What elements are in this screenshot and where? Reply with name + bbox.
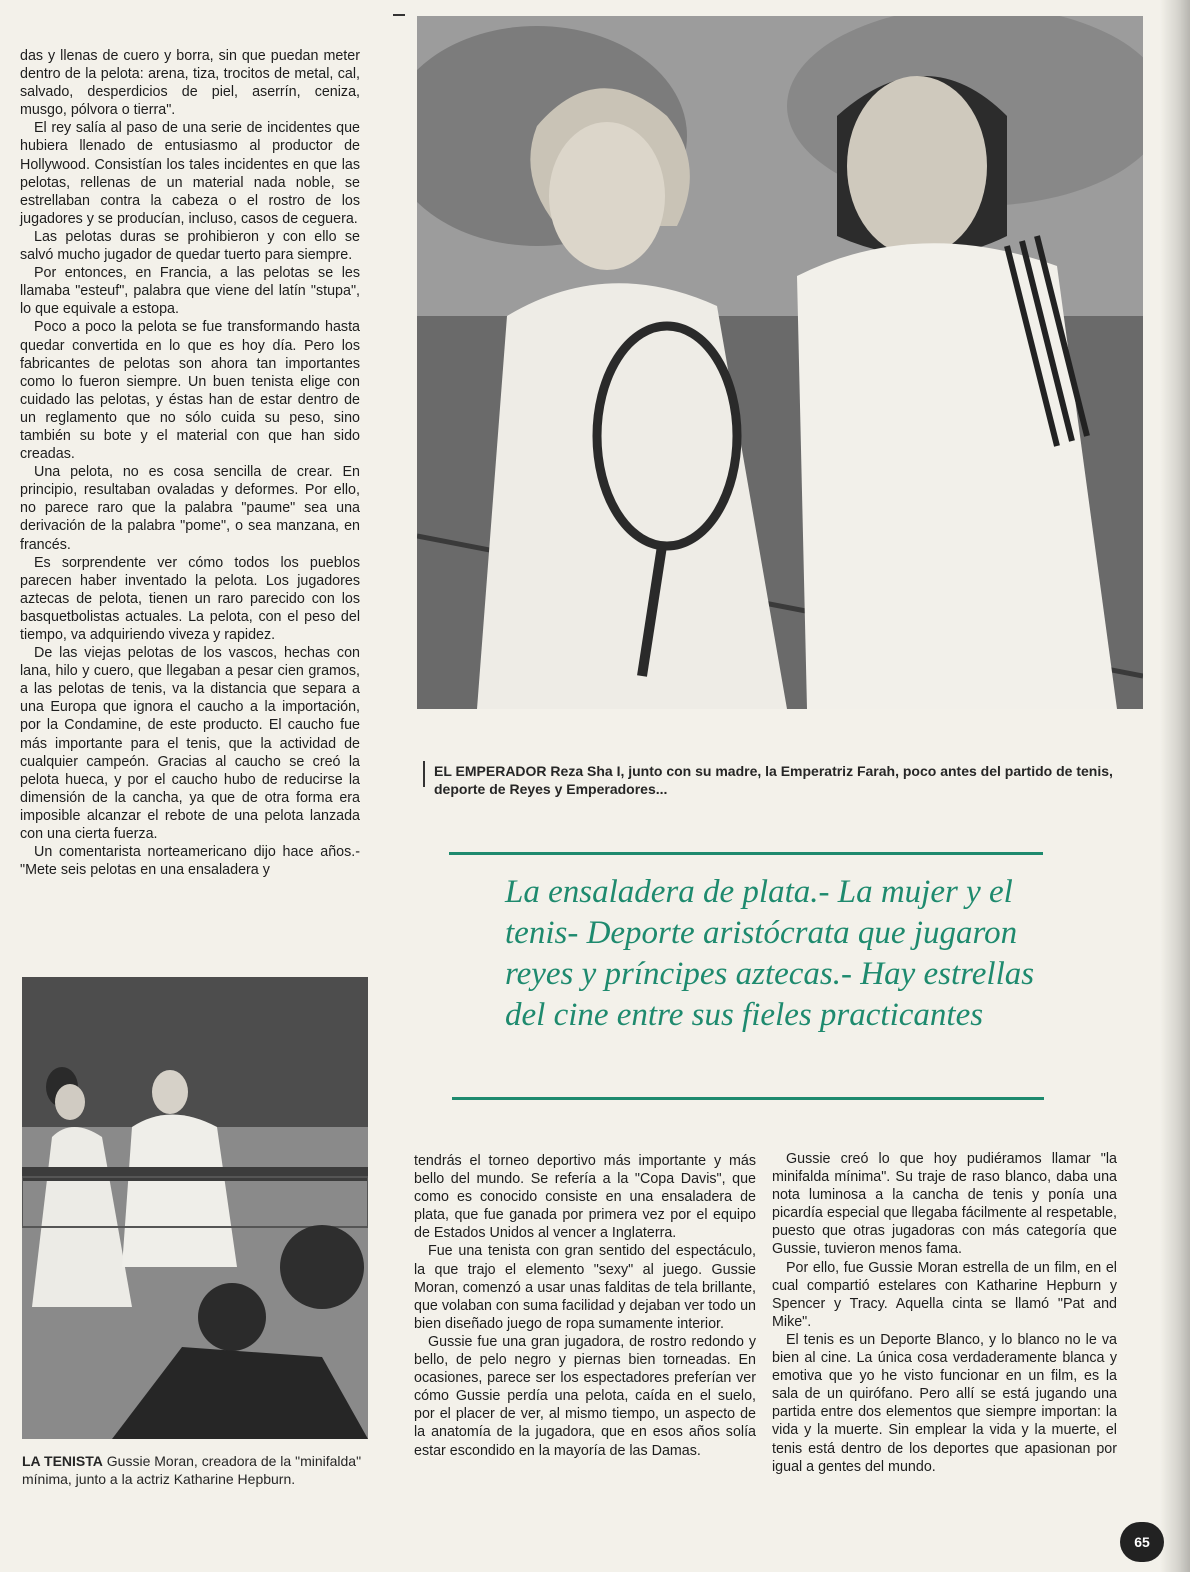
caption-emperor [434, 762, 1134, 798]
page-edge-shadow [1160, 0, 1190, 1572]
article-column-left [20, 47, 360, 879]
article-column-middle [414, 1152, 756, 1460]
pull-quote-rule-top [449, 852, 1043, 855]
caption-marker [423, 761, 425, 787]
paragraph: tendrás el torneo deportivo más importante y más bello del mundo. Se refería a la "Copa Davis", que como es conocido consiste en una ensaladera de plata, que fue ganada por primera vez por el equipo de Estados Unidos al vencer a Inglaterra. [414, 1153, 756, 1242]
paragraph: Gussie creó lo que hoy pudiéramos llamar "la minifalda mínima". Su traje de raso blanco, daba una nota luminosa a la cancha de tenis y ponía una picardía especial que llegaba fácilmente al respetable, puesto que otras jugadoras con más categoría que Gussie, tuvieron menos fama. [772, 1151, 1117, 1258]
caption-text: Reza Sha I, junto con su madre, la Emperatriz Farah, poco antes del partido de tenis, deporte de Reyes y Emperadores... [434, 763, 1113, 797]
paragraph: Por entonces, en Francia, a las pelotas se les llamaba "esteuf", palabra que viene del latín "stupa", lo que equivale a estopa. [20, 265, 360, 318]
paragraph: El rey salía al paso de una serie de incidentes que hubiera llenado de entusiasmo al productor de Hollywood. Consistían los tales incidentes en que las pelotas, rellenas de un material nada noble, se estrellaban contra la cabeza o el rostro de los jugadores y se producían, incluso, casos de ceguera. [20, 120, 360, 227]
photo-gussie-illustration [22, 977, 368, 1439]
paragraph: Poco a poco la pelota se fue transformando hasta quedar convertida en lo que es hoy día. Pero los fabricantes de pelotas son ahora tan importantes como lo fueron siempre. Un buen tenista elige con cuidado las pelotas, y éstas han de estar dentro de un reglamento que no sólo cuida su peso, sino también su bote y el material con que han sido creadas. [20, 319, 360, 463]
paragraph: El tenis es un Deporte Blanco, y lo blanco no le va bien al cine. La única cosa verdaderamente blanca y emotiva que yo he visto funcionar en un film, es la sala de un quirófano. Pero allí se está jugando una partida entre dos elementos que siempre importan: la vida y la muerte. Sin emplear la vida y la muerte, el tenis está dentro de los deportes que apasionan por igual a gentes del mundo. [772, 1331, 1117, 1475]
photo-emperor-and-empress [417, 16, 1143, 709]
paragraph: Las pelotas duras se prohibieron y con ello se salvó mucho jugador de quedar tuerto para siempre. [20, 228, 360, 264]
caption-lead: EL EMPERADOR [434, 763, 547, 779]
paragraph: Fue una tenista con gran sentido del espectáculo, la que trajo el elemento "sexy" al juego. Gussie Moran, comenzó a usar unas falditas de tela brillante, que volaban con suma facilidad y dejaban ver todo un bien diseñado juego de ropa sumamente interior. [414, 1243, 756, 1332]
paragraph: Un comentarista norteamericano dijo hace años.- "Mete seis pelotas en una ensaladera y [20, 844, 360, 879]
paragraph: Es sorprendente ver cómo todos los pueblos parecen haber inventado la pelota. Los jugadores aztecas de pelota, tienen un raro parecido con los basquetbolistas actuales. La pelota, con el peso del tiempo, va adquiriendo viveza y rapidez. [20, 554, 360, 643]
paragraph: Por ello, fue Gussie Moran estrella de un film, en el cual compartió estelares con Katharine Hepburn y Spencer y Tracy. Aquella cinta se llamó "Pat and Mike". [772, 1259, 1117, 1330]
paragraph: das y llenas de cuero y borra, sin que puedan meter dentro de la pelota: arena, tiza, trocitos de metal, cal, salvado, desperdicios de piel, aserrín, ceniza, musgo, pólvora o tierra". [20, 48, 360, 119]
pull-quote-rule-bottom [452, 1097, 1044, 1100]
page-top-mark [393, 14, 405, 16]
article-column-right [772, 1150, 1117, 1476]
page-number: 65 [1120, 1522, 1164, 1562]
paragraph: De las viejas pelotas de los vascos, hechas con lana, hilo y cuero, que llegaban a pesar cien gramos, a las pelotas de tenis, va la distancia que separa a una Europa que ignora el caucho a la importación, por la Condamine, de este producto. El caucho fue más importante para el tenis, que la actividad de cualquier campeón. Gracias al caucho se creó la pelota hueca, y por el caucho hubo de reducirse la dimensión de la cancha, ya que de otra forma era imposible alcanzar el rebote de una pelota lanzada con una cierta fuerza. [20, 645, 360, 843]
caption-lead: LA TENISTA [22, 1453, 103, 1469]
paragraph: Una pelota, no es cosa sencilla de crear. En principio, resultaban ovaladas y deformes. Por ello, no parece raro que la palabra "paume" sea una derivación de la palabra "pome", o sea manzana, en francés. [20, 464, 360, 553]
photo-emperor-illustration [417, 16, 1143, 709]
caption-text: Gussie Moran, creadora de la "minifalda" mínima, junto a la actriz Katharine Hepburn. [22, 1453, 362, 1487]
paragraph: Gussie fue una gran jugadora, de rostro redondo y bello, de pelo negro y piernas bien torneadas. En ocasiones, parece ser los espectadores preferían ver cómo Gussie perdía una pelota, caída en el suelo, por el placer de ver, al mismo tiempo, un aspecto de la anatomía de la jugadora, que en esos años solía estar escondido en la mayoría de las Damas. [414, 1333, 756, 1459]
caption-gussie-moran [22, 1452, 370, 1488]
photo-gussie-moran-and-hepburn [22, 977, 368, 1439]
pull-quote: La ensaladera de plata.- La mujer y el tenis- Deporte aristócrata que jugaron reyes y príncipes aztecas.- Hay estrellas del cine entre sus fieles practicantes [505, 874, 1035, 1033]
